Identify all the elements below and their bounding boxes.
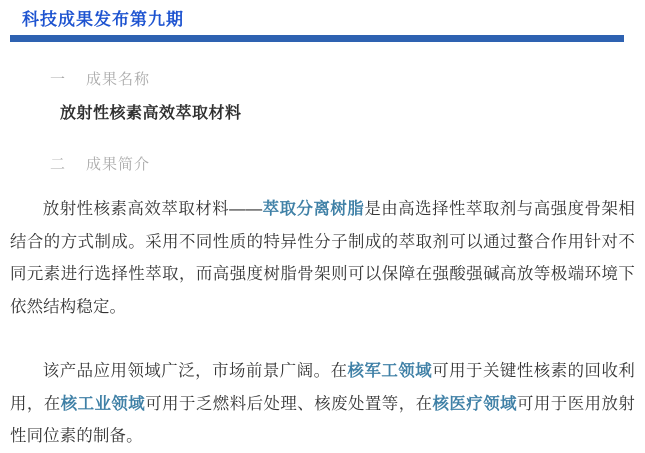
section-number: 一 [50,71,67,88]
body-text-run: 可用于乏燃料后处理、核废处置等，在 [145,394,433,413]
highlighted-term: 萃取分离树脂 [262,200,365,218]
title-underline-bar [10,35,624,42]
section-achievement-intro [0,156,645,453]
section-heading-label: 成果名称 [86,71,151,88]
highlighted-term: 核工业领域 [60,394,146,413]
body-text-run: 是由高选择性萃取剂与高强度骨架相结合的方式制成。采用不同性质的特异性分子制成的萃取剂可以通过螯合作用针对不同元素进行选择性萃取，而高强度树脂骨架则可以保障在强酸强碱高放等极端环境下依然结构稳定。 [10,200,636,316]
intro-paragraph-2 [10,355,635,453]
document-header [0,0,645,42]
section-achievement-name [0,71,645,123]
highlighted-term: 核医疗领域 [432,394,517,413]
body-text-run: 放射性核素高效萃取材料—— [42,200,263,218]
intro-paragraph-1 [10,193,635,323]
page-title: 科技成果发布第九期 [22,10,184,29]
section-number: 二 [50,156,67,173]
section-heading-intro [50,156,645,174]
body-text-run: 可用于关键性核素的回收利用，在 [10,362,636,413]
body-text-run: 可用于医用放射性同位素的制备。 [10,394,635,445]
achievement-name: 放射性核素高效萃取材料 [60,105,242,122]
section-heading-label: 成果简介 [86,156,151,173]
highlighted-term: 核军工领域 [347,362,433,380]
section-heading-name [50,71,645,89]
body-text-run: 该产品应用领域广泛，市场前景广阔。在 [42,362,348,380]
